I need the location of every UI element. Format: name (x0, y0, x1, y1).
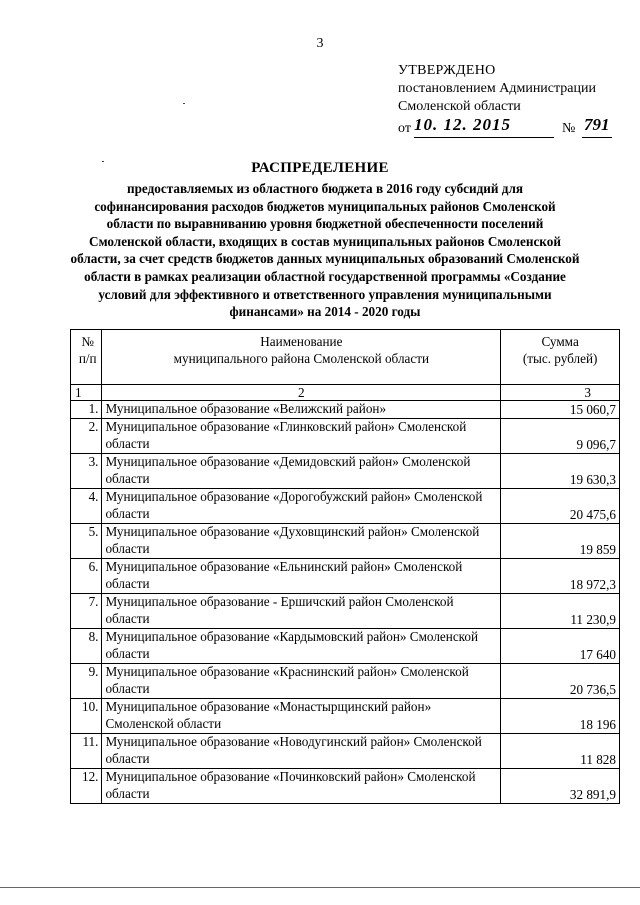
approval-line-1: постановлением Администрации (398, 81, 596, 96)
bottom-rule (0, 887, 640, 888)
row-number: 5. (71, 524, 102, 559)
subsidy-amount: 11 230,9 (501, 594, 620, 629)
date-prefix: от (398, 121, 411, 136)
column-number: 1 (71, 385, 102, 401)
handwritten-number: 791 (584, 115, 610, 134)
table-row (71, 454, 620, 489)
number-prefix: № (562, 121, 576, 136)
table-row (71, 699, 620, 734)
subsidy-amount: 20 736,5 (501, 664, 620, 699)
municipality-name: Муниципальное образование «Духовщинский район» Смоленской области (102, 524, 501, 559)
municipality-name: Муниципальное образование «Починковский район» Смоленской области (102, 769, 501, 804)
approval-block (398, 62, 608, 140)
row-number: 2. (71, 419, 102, 454)
table-header-row (71, 330, 620, 385)
municipality-name: Муниципальное образование «Глинковский район» Смоленской области (102, 419, 501, 454)
scan-speck (183, 103, 185, 104)
approval-heading: УТВЕРЖДЕНО (398, 63, 496, 78)
subsidy-amount: 18 972,3 (501, 559, 620, 594)
row-number: 1. (71, 401, 102, 419)
header-num-cell (71, 330, 102, 385)
table-row (71, 594, 620, 629)
municipality-name: Муниципальное образование «Демидовский район» Смоленской области (102, 454, 501, 489)
table-row (71, 419, 620, 454)
distribution-table (70, 329, 620, 804)
column-number: 2 (102, 385, 501, 401)
table-row (71, 664, 620, 699)
header-name-cell (102, 330, 501, 385)
table-row (71, 734, 620, 769)
date-underline (414, 137, 554, 138)
table-row (71, 489, 620, 524)
header-sum-line1: Сумма (541, 334, 579, 349)
subsidy-amount: 11 828 (501, 734, 620, 769)
table-body (71, 401, 620, 804)
row-number: 6. (71, 559, 102, 594)
municipality-name: Муниципальное образование - Ершичский район Смоленской области (102, 594, 501, 629)
header-num-line1: № (81, 334, 95, 349)
row-number: 3. (71, 454, 102, 489)
municipality-name: Муниципальное образование «Ельнинский район» Смоленской области (102, 559, 501, 594)
header-sum-line2: (тыс. рублей) (522, 350, 598, 366)
subsidy-amount: 19 859 (501, 524, 620, 559)
municipality-name: Муниципальное образование «Монастырщинский район» Смоленской области (102, 699, 501, 734)
row-number: 4. (71, 489, 102, 524)
page-number: 3 (316, 36, 324, 51)
approval-date-number-line (398, 115, 610, 140)
document-subtitle: предоставляемых из областного бюджета в 2016 году субсидий для софинансирования расходов бюджетов муниципальных районов Смоленской области по выравниванию уровня бюджетной обеспеченности поселений Смоленской области, входящих в состав муниципальных районов Смоленской области, за счет средств бюджетов данных муниципальных образований Смоленской области в рамках реализации областной государственной программы «Создание условий для эффективного и ответственного управления муниципальными финансами» на 2014 - 2020 годы (70, 181, 580, 320)
handwritten-date: 10. 12. 2015 (414, 115, 511, 134)
row-number: 11. (71, 734, 102, 769)
subsidy-amount: 18 196 (501, 699, 620, 734)
header-name-line1: Наименование (260, 334, 343, 349)
header-num-line2: п/п (78, 350, 97, 366)
document-title: РАСПРЕДЕЛЕНИЕ (251, 160, 389, 176)
table-row (71, 524, 620, 559)
column-number: 3 (501, 385, 620, 401)
row-number: 12. (71, 769, 102, 804)
subsidy-amount: 20 475,6 (501, 489, 620, 524)
header-name-line2: муниципального района Смоленской области (173, 350, 430, 366)
subsidy-amount: 19 630,3 (501, 454, 620, 489)
row-number: 10. (71, 699, 102, 734)
column-numbers-row (71, 385, 620, 401)
approval-line-2: Смоленской области (398, 99, 521, 114)
municipality-name: Муниципальное образование «Новодугинский район» Смоленской области (102, 734, 501, 769)
table-row (71, 769, 620, 804)
municipality-name: Муниципальное образование «Велижский район» (102, 401, 501, 419)
table-row (71, 629, 620, 664)
table-row (71, 401, 620, 419)
row-number: 9. (71, 664, 102, 699)
subsidy-amount: 17 640 (501, 629, 620, 664)
subsidy-amount: 32 891,9 (501, 769, 620, 804)
table-row (71, 559, 620, 594)
municipality-name: Муниципальное образование «Кардымовский район» Смоленской области (102, 629, 501, 664)
subsidy-amount: 15 060,7 (501, 401, 620, 419)
number-underline (582, 137, 612, 138)
municipality-name: Муниципальное образование «Дорогобужский район» Смоленской области (102, 489, 501, 524)
row-number: 7. (71, 594, 102, 629)
municipality-name: Муниципальное образование «Краснинский район» Смоленской области (102, 664, 501, 699)
row-number: 8. (71, 629, 102, 664)
subsidy-amount: 9 096,7 (501, 419, 620, 454)
header-sum-cell (501, 330, 620, 385)
